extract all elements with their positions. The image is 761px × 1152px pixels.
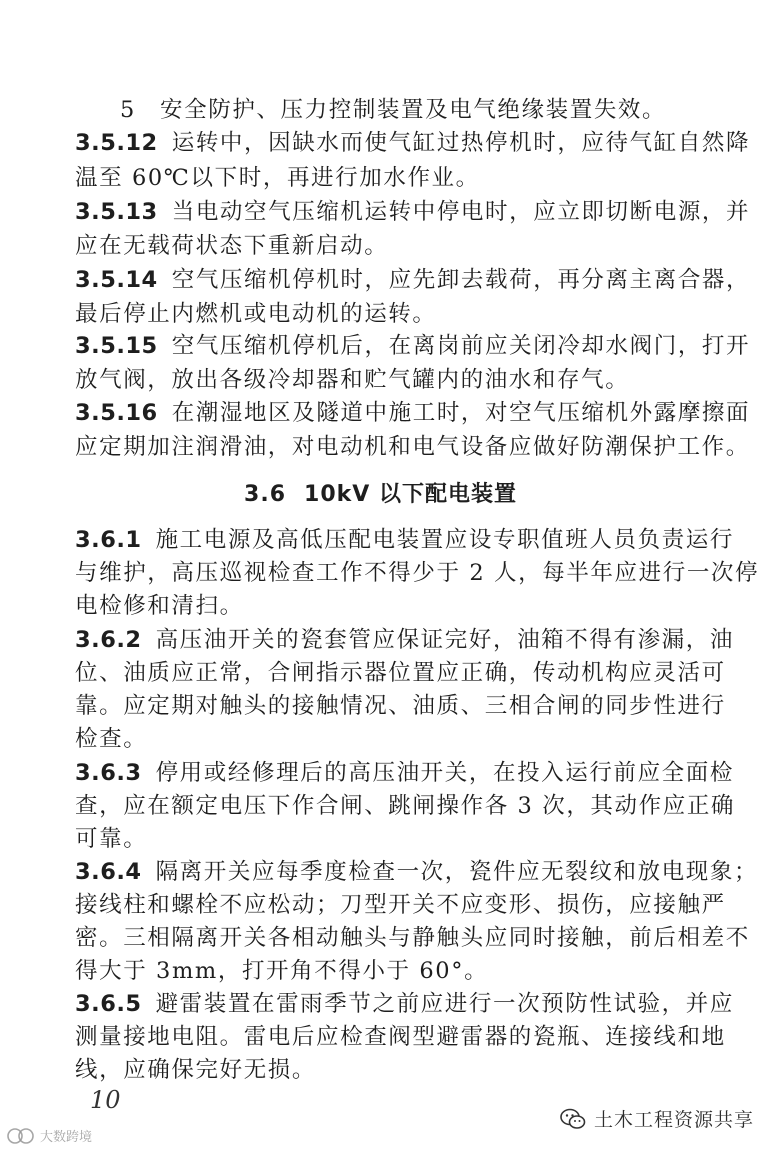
clause-line: 得大于 3mm，打开角不得小于 60°。 <box>75 958 489 984</box>
clause-line: 接线柱和螺栓不应松动；刀型开关不应变形、损伤，应接触严 <box>75 892 726 918</box>
clause-line: 与维护，高压巡视检查工作不得少于 2 人，每半年应进行一次停 <box>75 560 760 586</box>
clause-3-6-1 <box>75 524 734 557</box>
clause-text: 空气压缩机停机时，应先卸去载荷，再分离主离合器， <box>171 267 751 293</box>
clause-number: 3.5.15 <box>75 333 158 359</box>
list-item-5: 5 安全防护、压力控制装置及电气绝缘装置失效。 <box>120 97 667 123</box>
clause-line: 电检修和清扫。 <box>75 593 244 619</box>
page-number: 10 <box>90 1086 121 1114</box>
clause-number: 3.6.5 <box>75 991 142 1017</box>
brand-logo-icon <box>6 1127 36 1145</box>
clause-line: 应在无载荷状态下重新启动。 <box>75 233 389 259</box>
clause-number: 3.5.13 <box>75 199 158 225</box>
watermark-source-name: 大数跨境 <box>40 1130 93 1145</box>
clause-line: 温至 60℃以下时，再进行加水作业。 <box>75 165 480 191</box>
section-heading <box>0 478 761 511</box>
section-title: 10kV 以下配电装置 <box>304 482 517 507</box>
clause-3-5-15 <box>75 330 750 363</box>
clause-line: 可靠。 <box>75 826 148 852</box>
clause-line: 靠。应定期对触头的接触情况、油质、三相合闸的同步性进行 <box>75 693 726 719</box>
clause-line: 测量接地电阻。雷电后应检查阀型避雷器的瓷瓶、连接线和地 <box>75 1024 726 1050</box>
clause-text: 避雷装置在雷雨季节之前应进行一次预防性试验，并应 <box>155 991 734 1017</box>
clause-number: 3.6.1 <box>75 527 142 553</box>
clause-line: 放气阀，放出各级冷却器和贮气罐内的油水和存气。 <box>75 367 630 393</box>
clause-text: 高压油开关的瓷套管应保证完好，油箱不得有渗漏，油 <box>155 627 734 653</box>
clause-number: 3.6.4 <box>75 859 142 885</box>
clause-number: 3.5.12 <box>75 130 158 156</box>
wechat-icon <box>560 1108 586 1130</box>
clause-3-5-13 <box>75 196 750 229</box>
clause-text: 在潮湿地区及隧道中施工时，对空气压缩机外露摩擦面 <box>171 400 751 426</box>
clause-line: 最后停止内燃机或电动机的运转。 <box>75 301 437 327</box>
clause-text: 施工电源及高低压配电装置应设专职值班人员负责运行 <box>155 527 734 553</box>
section-number: 3.6 <box>244 482 287 507</box>
watermark-source <box>6 1126 92 1145</box>
clause-number: 3.6.3 <box>75 760 142 786</box>
watermark-account-name: 土木工程资源共享 <box>594 1109 755 1131</box>
clause-text: 空气压缩机停机后，在离岗前应关闭冷却水阀门，打开 <box>171 333 751 359</box>
clause-3-6-3 <box>75 757 734 790</box>
clause-text: 停用或经修理后的高压油开关，在投入运行前应全面检 <box>155 760 734 786</box>
clause-3-5-16 <box>75 397 750 430</box>
clause-3-6-4 <box>75 856 758 889</box>
clause-line: 检查。 <box>75 726 148 752</box>
clause-line: 线，应确保完好无损。 <box>75 1057 317 1083</box>
clause-3-6-2 <box>75 624 734 657</box>
watermark-account <box>560 1105 754 1132</box>
clause-number: 3.6.2 <box>75 627 142 653</box>
clause-text: 隔离开关应每季度检查一次，瓷件应无裂纹和放电现象； <box>155 859 759 885</box>
clause-3-6-5 <box>75 988 734 1021</box>
clause-3-5-12 <box>75 127 750 160</box>
clause-number: 3.5.16 <box>75 400 158 426</box>
clause-text: 当电动空气压缩机运转中停电时，应立即切断电源，并 <box>171 199 751 225</box>
clause-text: 运转中，因缺水而使气缸过热停机时，应待气缸自然降 <box>171 130 751 156</box>
clause-line: 密。三相隔离开关各相动触头与静触头应同时接触，前后相差不 <box>75 925 750 951</box>
clause-number: 3.5.14 <box>75 267 158 293</box>
clause-line: 位、油质应正常，合闸指示器位置应正确，传动机构应灵活可 <box>75 660 726 686</box>
clause-line: 查，应在额定电压下作合闸、跳闸操作各 3 次，其动作应正确 <box>75 793 736 819</box>
clause-line: 应定期加注润滑油，对电动机和电气设备应做好防潮保护工作。 <box>75 434 750 460</box>
clause-3-5-14 <box>75 264 750 297</box>
